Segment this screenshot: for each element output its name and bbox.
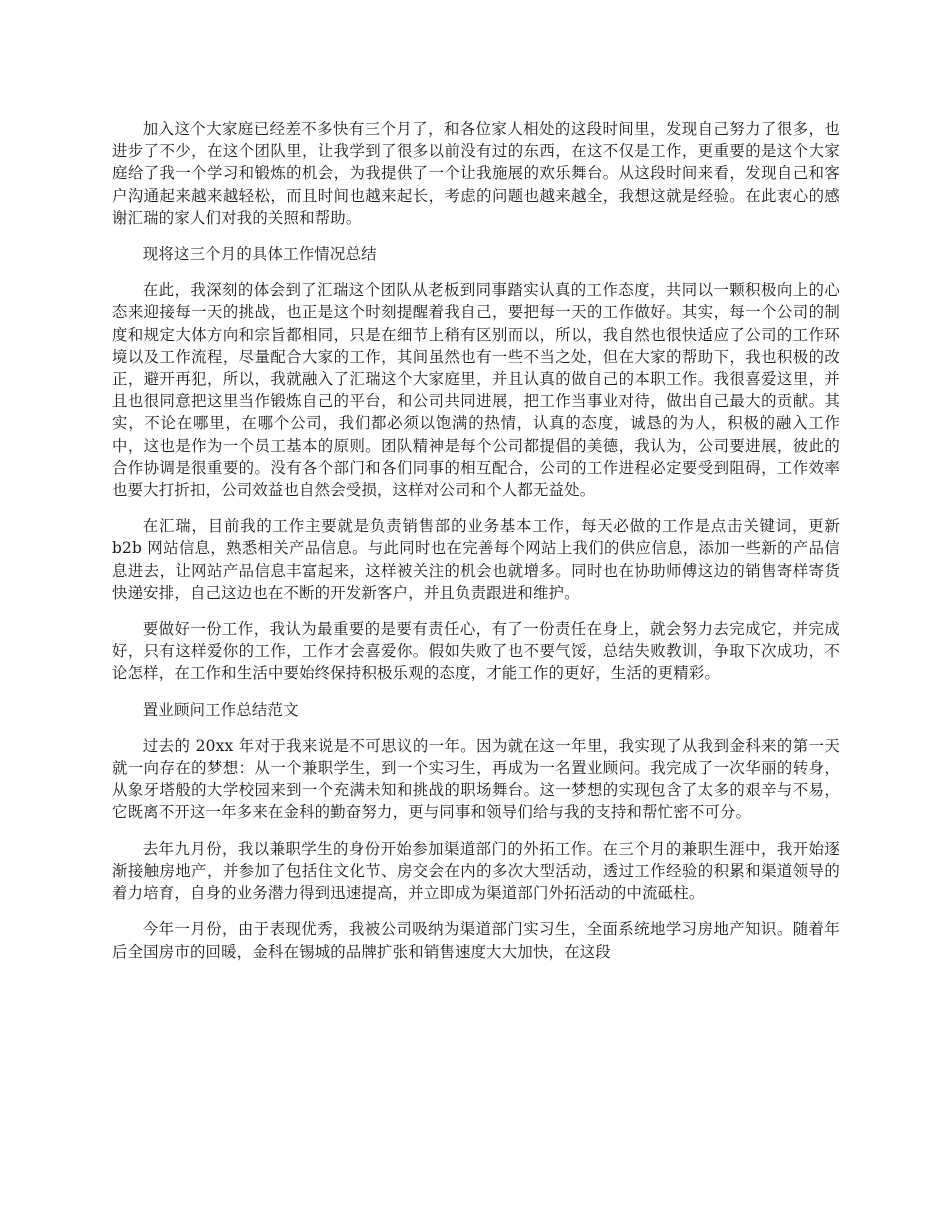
paragraph-intro: 加入这个大家庭已经差不多快有三个月了，和各位家人相处的这段时间里，发现自己努力了很多，也进步了不少，在这个团队里，让我学到了很多以前没有过的东西，在这不仅是工作，更重要的是这个大家庭给了我一个学习和锻炼的机会，为我提供了一个让我施展的欢乐舞台。从这段时间来看，发现自己和客户沟通起来越来越轻松，而且时间也越来起长，考虑的问题也越来越全，我想这就是经验。在此衷心的感谢汇瑞的家人们对我的关照和帮助。: [112, 120, 840, 227]
paragraph-january: 今年一月份，由于表现优秀，我被公司吸纳为渠道部门实习生，全面系统地学习房地产知识。随着年后全国房市的回暖，金科在锡城的品牌扩张和销售速度大大加快，在这段: [112, 920, 840, 961]
paragraph-responsibility: 要做好一份工作，我认为最重要的是要有责任心，有了一份责任在身上，就会努力去完成它，并完成好，只有这样爱你的工作，工作才会喜爱你。假如失败了也不要气馁，总结失败教训，争取下次成功，不论怎样，在工作和生活中要始终保持积极乐观的态度，才能工作的更好，生活的更精彩。: [112, 620, 840, 683]
paragraph-september: 去年九月份，我以兼职学生的身份开始参加渠道部门的外拓工作。在三个月的兼职生涯中，我开始逐渐接触房地产，并参加了包括住文化节、房交会在内的多次大型活动，透过工作经验的积累和渠道领导的着力培育，自身的业务潜力得到迅速提高，并立即成为渠道部门外拓活动的中流砥柱。: [112, 839, 840, 903]
section-heading-summary: 现将这三个月的具体工作情况总结: [142, 245, 377, 264]
document-page: [112, 118, 840, 977]
paragraph-teamwork: 在此，我深刻的体会到了汇瑞这个团队从老板到同事踏实认真的工作态度，共同以一颗积极向上的心态来迎接每一天的挑战，也正是这个时刻提醒着我自己，要把每一天的工作做好。其实，每一个公司的制度和规定大体方向和宗旨都相同，只是在细节上稍有区别而以，所以，我自然也很快适应了公司的工作环境以及工作流程，尽量配合大家的工作，其间虽然也有一些不当之处，但在大家的帮助下，我也积极的改正，避开再犯，所以，我就融入了汇瑞这个大家庭里，并且认真的做自己的本职工作。我很喜爱这里，并且也很同意把这里当作锻炼自己的平台，和公司共同进展，把工作当事业对待，做出自己最大的贡献。其实，不论在哪里，在哪个公司，我们都必须以饱满的热情，认真的态度，诚恳的为人，积极的融入工作中，这也是作为一个员工基本的原则。团队精神是每个公司都提倡的美德，我认为，公司要进展，彼此的合作协调是很重要的。没有各个部门和各们同事的相互配合，公司的工作进程必定要受到阻碍，工作效率也要大打折扣，公司效益也自然会受损，这样对公司和个人都无益处。: [112, 281, 840, 500]
section-heading-sample: 置业顾问工作总结范文: [142, 700, 299, 719]
paragraph-current-work: 在汇瑞，目前我的工作主要就是负责销售部的业务基本工作，每天必做的工作是点击关键词，更新 b2b 网站信息，熟悉相关产品信息。与此同时也在完善每个网站上我们的供应信息，添加一些新的产品信息进去，让网站产品信息丰富起来，这样被关注的机会也就增多。同时也在协助师傅这边的销售寄样寄货快递安排，自己这边也在不断的开发新客户，并且负责跟进和维护。: [112, 517, 840, 602]
paragraph-past-year: 过去的 20xx 年对于我来说是不可思议的一年。因为就在这一年里，我实现了从我到金科来的第一天就一向存在的梦想：从一个兼职学生，到一个实习生，再成为一名置业顾问。我完成了一次华丽的转身，从象牙塔般的大学校园来到一个充满未知和挑战的职场舞台。这一梦想的实现包含了太多的艰辛与不易，它既离不开这一年多来在金科的勤奋努力，更与同事和领导们给与我的支持和帮忙密不可分。: [112, 736, 840, 822]
